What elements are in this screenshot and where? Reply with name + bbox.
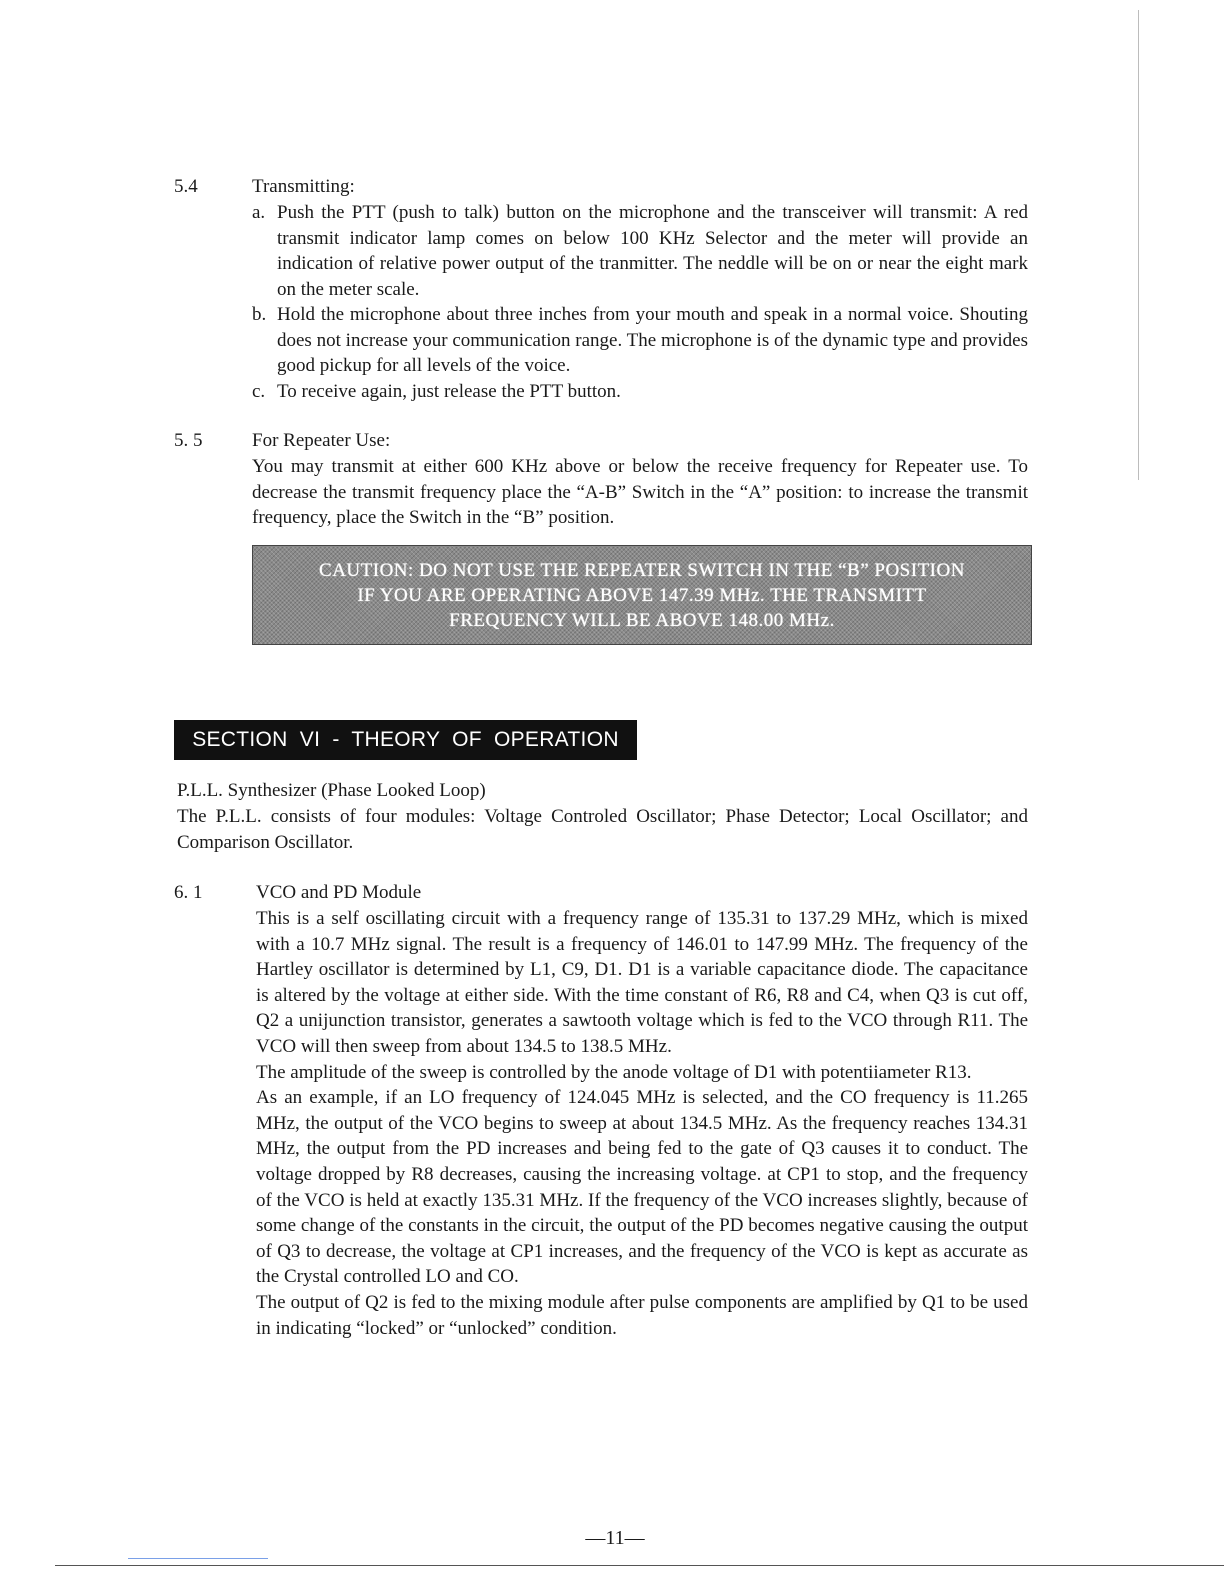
list-item — [252, 200, 1028, 302]
scan-edge-line — [1138, 10, 1139, 480]
list-item — [252, 379, 1028, 405]
caution-text — [253, 558, 1031, 633]
repeater-use-paragraph: You may transmit at either 600 KHz above or below the receive frequency for Repeater use. To decrease the transmit frequency place the “A-B” Switch in the “A” position: to increase the transmit frequency, place the Switch in the “B” position. — [252, 456, 1028, 529]
body-paragraph: This is a self oscillating circuit with a frequency range of 135.31 to 137.29 MHz, which is mixed with a 10.7 MHz signal. The result is a frequency of 146.01 to 147.99 MHz. The frequency of the Hartley oscillator is determined by L1, C9, D1. D1 is a variable capacitance diode. The capacitance is altered by the voltage at either side. With the time constant of R6, R8 and C4, when Q3 is cut off, Q2 a unijunction transistor, generates a sawtooth voltage which is fed to the VCO through R11. The VCO will then sweep from about 134.5 to 138.5 MHz. — [256, 908, 1028, 1057]
section-heading-vco-pd: VCO and PD Module — [256, 882, 422, 903]
transmitting-steps-list — [252, 200, 1028, 404]
section-heading-repeater-use: For Repeater Use: — [252, 430, 391, 451]
body-paragraph: The output of Q2 is fed to the mixing module after pulse components are amplified by Q1 to be used in indicating “locked” or “unlocked” condition. — [256, 1291, 1028, 1339]
list-marker: a. — [252, 202, 266, 223]
page-number: —11— — [585, 1527, 645, 1549]
pll-paragraph: The P.L.L. consists of four modules: Voltage Controled Oscillator; Phase Detector; Local Oscillator; and Comparison Oscillator. — [177, 806, 1028, 853]
caution-line: CAUTION: DO NOT USE THE REPEATER SWITCH IN THE “B” POSITION — [319, 560, 965, 581]
list-item-text: Push the PTT (push to talk) button on the microphone and the transceiver will transmit: A red transmit indicator lamp comes on below 100 KHz Selector and the meter will provide an indication of relative power output of the tranmitter. The neddle will be on or near the eight mark on the meter scale. — [277, 202, 1028, 300]
caution-line: FREQUENCY WILL BE ABOVE 148.00 MHz. — [449, 610, 835, 631]
section-heading-transmitting: Transmitting: — [252, 176, 355, 197]
vco-pd-body — [256, 906, 1028, 1341]
body-paragraph: The amplitude of the sweep is controlled by the anode voltage of D1 with potentiiameter R13. — [256, 1061, 972, 1083]
list-item — [252, 302, 1028, 379]
section-number-5-5: 5. 5 — [174, 430, 203, 451]
list-item-text: To receive again, just release the PTT button. — [277, 380, 621, 402]
section-banner: SECTION VI - THEORY OF OPERATION — [174, 720, 637, 760]
list-marker: b. — [252, 304, 267, 325]
section-number-6-1: 6. 1 — [174, 882, 203, 903]
footer-rule — [55, 1565, 1224, 1566]
body-paragraph: As an example, if an LO frequency of 124.045 MHz is selected, and the CO frequency is 11.265 MHz, the output of the VCO begins to sweep at about 134.5 MHz. As the frequency reaches 134.31 MHz, the output from the PD increases and being fed to the gate of Q3 causes it to conduct. The voltage dropped by R8 decreases, causing the increasing voltage. at CP1 to stop, and the frequency of the VCO is held at exactly 135.31 MHz. If the frequency of the VCO increases slightly, because of some change of the constants in the circuit, the output of the PD becomes negative causing the output of Q3 to decrease, the voltage at CP1 increases, and the frequency of the VCO is kept as accurate as the Crystal controlled LO and CO. — [256, 1087, 1028, 1288]
footer-accent-line — [128, 1558, 268, 1559]
pll-title: P.L.L. Synthesizer (Phase Looked Loop) — [177, 780, 486, 801]
list-marker: c. — [252, 380, 266, 402]
list-item-text: Hold the microphone about three inches from your mouth and speak in a normal voice. Shouting does not increase your communication range. The microphone is of the dynamic type and provides good pickup for all levels of the voice. — [277, 304, 1028, 376]
caution-line: IF YOU ARE OPERATING ABOVE 147.39 MHz. THE TRANSMITT — [357, 585, 927, 606]
caution-box — [252, 545, 1032, 645]
section-number-5-4: 5.4 — [174, 176, 198, 197]
